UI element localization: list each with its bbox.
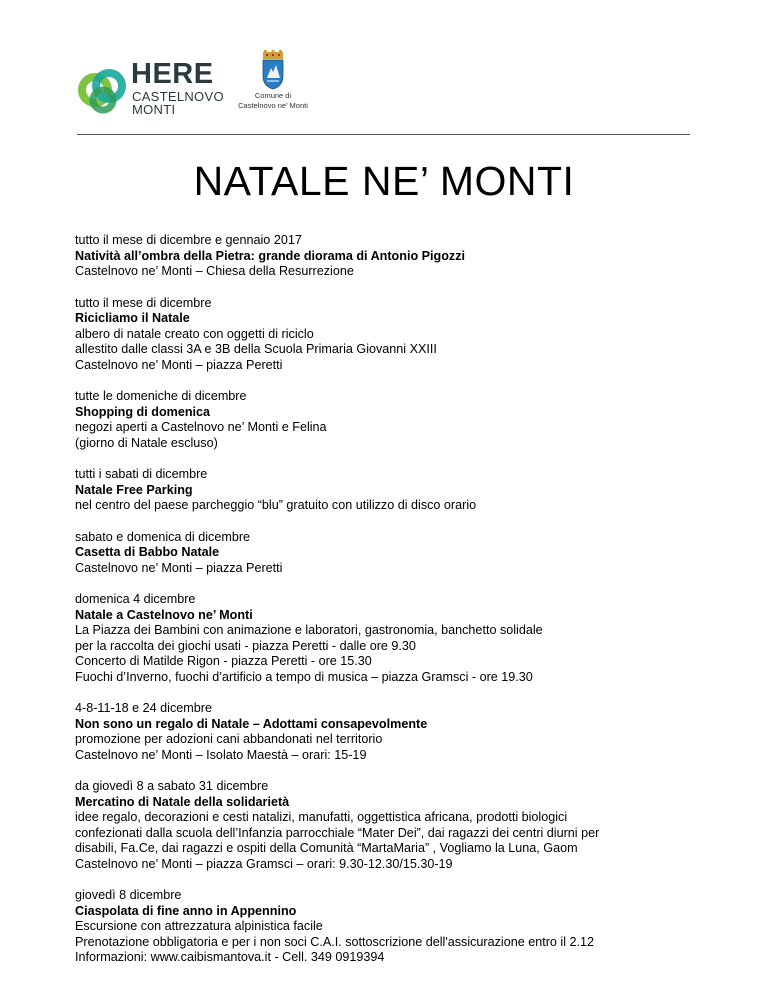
event-detail-line: promozione per adozioni cani abbandonati nel territorio <box>75 732 383 746</box>
event-title: Casetta di Babbo Natale <box>75 545 220 559</box>
event-detail-line: Escursione con attrezzatura alpinistica facile <box>75 919 323 933</box>
event-title: Natale Free Parking <box>75 482 193 497</box>
event-date: tutte le domeniche di dicembre <box>75 389 247 403</box>
comune-emblem <box>228 50 318 111</box>
here-logo-mark-icon <box>78 62 128 118</box>
event-title: Ciaspolata di fine anno in Appennino <box>75 903 297 918</box>
event-detail-line: Castelnovo ne’ Monti – piazza Peretti <box>75 357 283 372</box>
logo-subtitle <box>132 90 224 116</box>
event-detail-line: Prenotazione obbligatoria e per i non soci C.A.I. sottoscrizione dell'assicurazione entro il 2.12 <box>75 934 595 949</box>
event-date: 4-8-11-18 e 24 dicembre <box>75 701 212 715</box>
event-item <box>75 389 715 451</box>
event-detail-line: idee regalo, decorazioni e cesti natalizi, manufatti, oggettistica africana, prodotti biologici <box>75 810 568 824</box>
event-date: sabato e domenica di dicembre <box>75 529 251 544</box>
event-date: domenica 4 dicembre <box>75 592 196 606</box>
event-date: da giovedì 8 a sabato 31 dicembre <box>75 779 269 793</box>
logo-sub-line-2: MONTI <box>132 102 176 117</box>
event-detail-line: nel centro del paese parcheggio “blu” gratuito con utilizzo di disco orario <box>75 498 477 512</box>
logo-sub-line-1: CASTELNOVO <box>132 89 224 104</box>
here-castelnovo-monti-logo <box>78 58 224 124</box>
event-date: tutto il mese di dicembre e gennaio 2017 <box>75 233 302 247</box>
event-detail-line: La Piazza dei Bambini con animazione e laboratori, gastronomia, banchetto solidale <box>75 623 543 637</box>
event-item <box>75 592 715 685</box>
coat-of-arms-icon <box>260 50 286 90</box>
event-date: tutto il mese di dicembre <box>75 295 212 310</box>
event-detail-line: albero di natale creato con oggetti di riciclo <box>75 326 314 341</box>
event-date: giovedì 8 dicembre <box>75 888 182 902</box>
event-detail-line: per la raccolta dei giochi usati - piazza Peretti - dalle ore 9.30 <box>75 638 416 653</box>
event-title: Mercatino di Natale della solidarietà <box>75 794 290 809</box>
comune-caption <box>228 91 318 111</box>
event-item <box>75 888 715 966</box>
page-title: NATALE NE’ MONTI <box>193 158 575 204</box>
event-detail-line: Castelnovo ne’ Monti – Isolato Maestà – orari: 15-19 <box>75 747 367 762</box>
logo-word: HERE <box>131 58 214 90</box>
event-title: Natale a Castelnovo ne’ Monti <box>75 607 253 622</box>
event-detail-line: Castelnovo ne’ Monti – piazza Gramsci – orari: 9.30-12.30/15.30-19 <box>75 856 453 871</box>
comune-line-1: Comune di <box>254 91 292 100</box>
event-detail-line: disabili, Fa.Ce, dai ragazzi e ospiti della Comunità “MartaMaria” , Vogliamo la Luna, Gaom <box>75 841 578 855</box>
comune-line-2: Castelnovo ne’ Monti <box>238 101 308 110</box>
event-item <box>75 233 715 280</box>
event-item <box>75 296 715 374</box>
event-detail-line: allestito dalle classi 3A e 3B della Scuola Primaria Giovanni XXIII <box>75 342 437 356</box>
event-item <box>75 701 715 763</box>
event-date: tutti i sabati di dicembre <box>75 467 208 481</box>
event-detail-line: Castelnovo ne’ Monti – piazza Peretti <box>75 560 283 575</box>
events-list <box>75 233 715 982</box>
event-title: Ricicliamo il Natale <box>75 311 190 325</box>
event-detail-line: Concerto di Matilde Rigon - piazza Peretti - ore 15.30 <box>75 654 372 668</box>
event-detail-line: negozi aperti a Castelnovo ne’ Monti e Felina <box>75 420 327 434</box>
event-title: Non sono un regalo di Natale – Adottami consapevolmente <box>75 716 428 731</box>
event-detail-line: confezionati dalla scuola dell’Infanzia parrocchiale “Mater Dei”, dai ragazzi dei centri diurni per <box>75 825 600 840</box>
event-detail-line: Informazioni: www.caibismantova.it - Cell. 349 0919394 <box>75 950 385 964</box>
event-item <box>75 467 715 514</box>
event-item <box>75 530 715 577</box>
event-detail-line: Castelnovo ne’ Monti – Chiesa della Resurrezione <box>75 264 354 278</box>
event-detail-line: Fuochi d’Inverno, fuochi d’artificio a tempo di musica – piazza Gramsci - ore 19.30 <box>75 669 533 684</box>
header-divider <box>77 134 690 135</box>
event-detail-line: (giorno di Natale escluso) <box>75 435 218 450</box>
event-title: Natività all’ombra della Pietra: grande diorama di Antonio Pigozzi <box>75 248 466 263</box>
event-title: Shopping di domenica <box>75 404 211 419</box>
event-item <box>75 779 715 872</box>
page-header <box>0 0 768 140</box>
